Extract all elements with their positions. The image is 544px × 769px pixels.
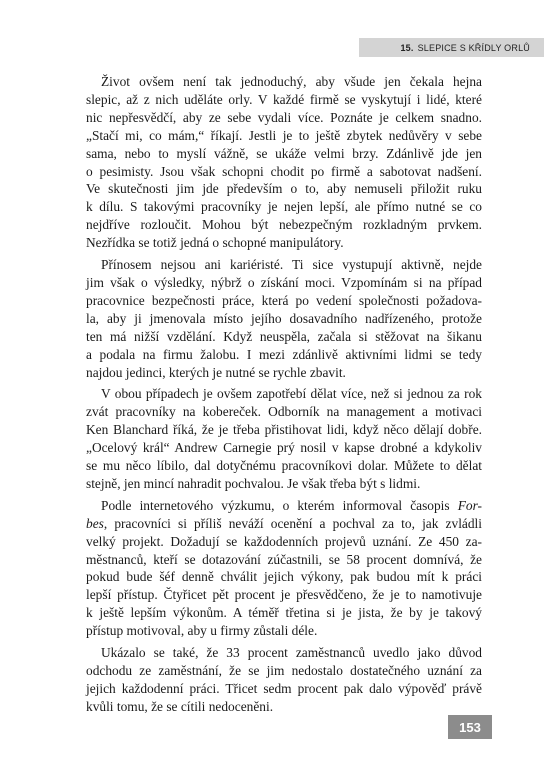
text-run: , pracovníci si příliš neváží ocenění a pochval za to, jak zvládli <box>103 515 482 531</box>
text-line: k dílu. S takovými pracovníky je nejen lepší, ale přímo nutné se co <box>86 199 482 215</box>
text-line: Ken Blanchard říká, že je třeba přistihovat lidi, když něco dělají dobře. <box>86 422 482 438</box>
text-line: zvát pracovníky na kobereček. Odborník na management a motivaci <box>86 404 482 420</box>
text-line: odchodu ze zaměstnání, že se jim nedostalo dostatečného uznání za <box>86 663 482 678</box>
chapter-number: 15. <box>400 42 414 53</box>
text-line: la, aby ji jmenovala místo jejího dosavadního nadřízeného, protože <box>86 310 482 326</box>
text-line: městnanců, kteří se dotazování zúčastnili, se 58 procent domnívá, že <box>86 551 482 567</box>
text-line: nic nepřesvědčí, aby ze sebe vydali více. Poznáte je celkem snadno. <box>86 109 482 125</box>
text-line: velký projekt. Dožadují se každodenních projevů uznání. Ze 450 za- <box>86 533 482 549</box>
text-line: Přínosem nejsou ani kariéristé. Ti sice vystupují aktivně, nejde <box>101 257 482 273</box>
text-line: Život ovšem není tak jednoduchý, aby všude jen čekala hejna <box>101 74 482 89</box>
text-line: nejdříve rozloučit. Mohou být nebezpečným rozkladným prvkem. <box>86 217 482 233</box>
paragraph <box>86 497 482 640</box>
paragraph <box>86 73 482 252</box>
text-line: „Stačí mi, co mám,“ říkají. Jestli je to ještě zbytek nedůvěry v sebe <box>86 127 482 143</box>
text-line: kvůli tomu, že se cítili nedoceněni. <box>86 698 274 714</box>
chapter-title: SLEPICE S KŘÍDLY ORLŮ <box>417 42 530 53</box>
text-line: najdou jedinci, kterých je nutné se rychle zbavit. <box>86 364 346 380</box>
text-line: Ve skutečnosti jim jde především o to, aby nemuseli přiložit ruku <box>86 181 482 197</box>
text-line: pokud bude šéf denně chválit jejich výkony, pak budou mít k práci <box>86 569 482 585</box>
page-number: 153 <box>448 715 492 739</box>
text-line: ten má nižší vzdělání. Když neuspěla, začala si stěžovat na šikanu <box>86 328 482 344</box>
text-line: pracovnice bezpečnosti práce, která po vedení společnosti požadova- <box>86 292 482 308</box>
magazine-title: For- <box>457 497 482 513</box>
body-text <box>86 73 482 720</box>
text-line: lepší přístup. Čtyřicet pět procent je přesvědčeno, že je to namotivuje <box>86 587 482 603</box>
text-line: k ještě lepším výkonům. A téměř třetina si je jista, že by je takový <box>86 605 482 621</box>
text-line: Nezřídka se totiž jedná o schopné manipulátory. <box>86 235 344 251</box>
text-line: „Ocelový král“ Andrew Carnegie prý nosil v kapse drobné a kdykoliv <box>86 440 482 456</box>
text-line: Ukázalo se také, že 33 procent zaměstnanců uvedlo jako důvod <box>101 645 482 661</box>
text-line <box>86 497 482 515</box>
paragraph <box>86 644 482 716</box>
running-header <box>359 38 544 57</box>
text-line: stejně, jen mincí nahradit pochvalou. Je však třeba být s lidmi. <box>86 475 421 491</box>
text-line: sama, nebo to myslí vážně, se ukáže velmi brzy. Zdánlivě jde jen <box>86 145 482 161</box>
text-line: a podala na firmu žalobu. I mezi zdánlivě aktivními lidmi se tedy <box>86 346 482 362</box>
text-line: se mu něco líbilo, dal dotyčnému pracovníkovi dolar. Můžete to dělat <box>86 458 482 474</box>
text-line: V obou případech je ovšem zapotřebí dělat více, než si jednou za rok <box>101 386 482 402</box>
text-line: jejich každodenní práci. Třicet sedm procent pak dalo výpověď právě <box>86 680 482 696</box>
text-line: přístup motivoval, aby u firmy zůstali déle. <box>86 623 318 639</box>
text-line <box>86 515 482 533</box>
paragraph <box>86 256 482 381</box>
text-run: Podle internetového výzkumu, o kterém informoval časopis <box>101 497 458 513</box>
text-line: slepic, až z nich uděláte orly. V každé firmě se vyskytují i lidé, které <box>86 91 482 107</box>
text-line: jim však o výsledky, nýbrž o získání moci. Vzpomínám si na případ <box>86 274 482 290</box>
text-line: o pesimisty. Jsou však schopni chodit po firmě a sabotovat nadšení. <box>86 163 482 179</box>
paragraph <box>86 385 482 492</box>
magazine-title: bes <box>86 515 104 531</box>
